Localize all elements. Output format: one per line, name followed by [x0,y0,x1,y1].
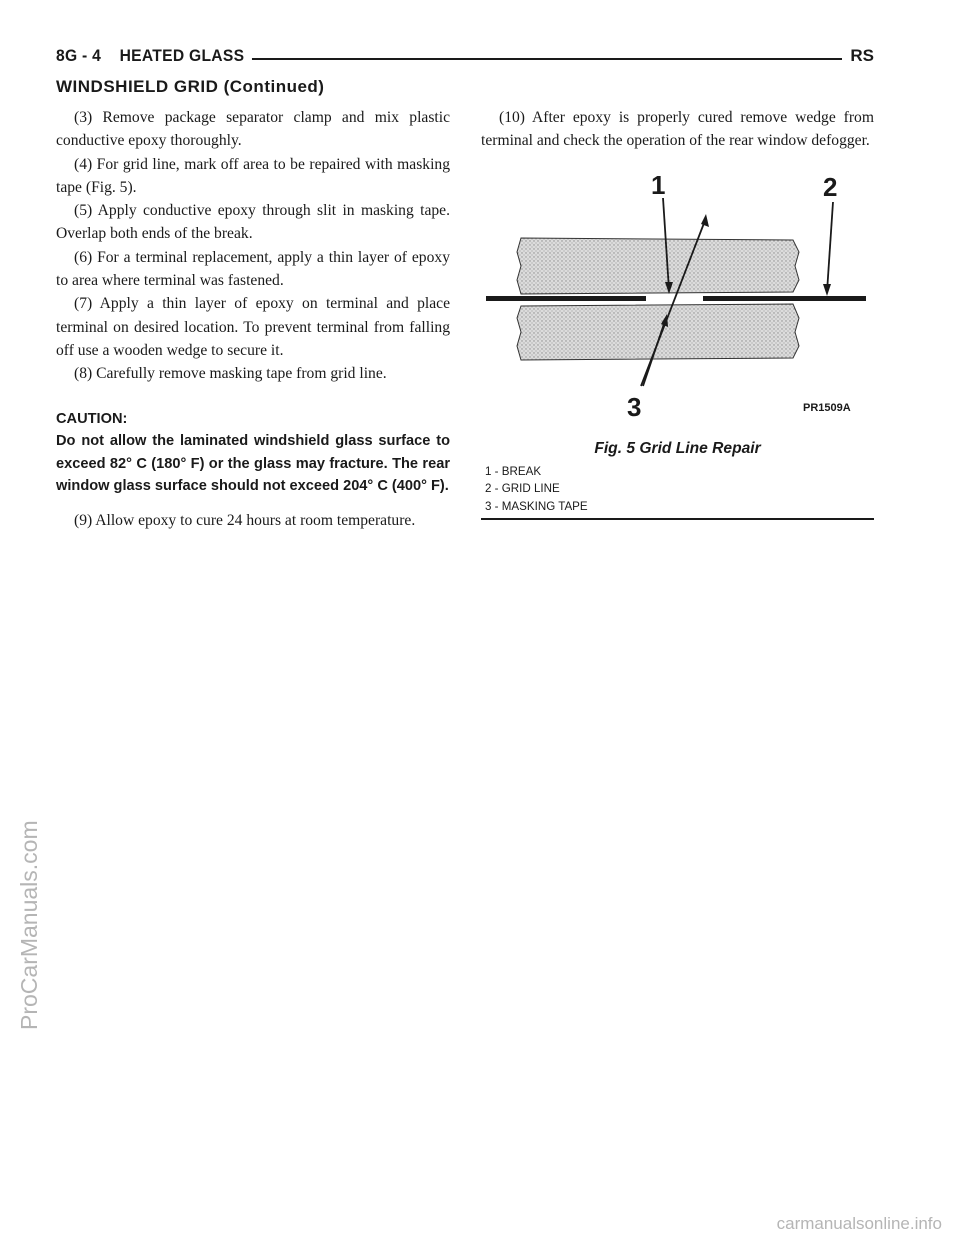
callout-1: 1 [651,170,666,200]
page-header [56,46,874,72]
grid-line-repair-illustration [481,168,874,430]
step-7: (7) Apply a thin layer of epoxy on terminal and place terminal on desired location. To prevent terminal from falling off use a wooden wedge to secure it. [56,295,450,359]
step-5: (5) Apply conductive epoxy through slit in masking tape. Overlap both ends of the break. [56,202,450,243]
leader-2 [827,202,833,292]
legend-item-break: 1 - BREAK [485,465,542,478]
grid-line-right [703,296,866,301]
grid-line-repair-figure [481,168,874,430]
header-section-label: 8G - 4 HEATED GLASS [56,46,252,66]
legend-item-masking-tape: 3 - MASKING TAPE [485,499,588,513]
callout-2: 2 [823,172,838,202]
header-model-code: RS [842,46,874,66]
step-9: (9) Allow epoxy to cure 24 hours at room temperature. [74,511,416,529]
caution-text: Do not allow the laminated windshield glass surface to exceed 82° C (180° F) or the glass may fracture. The rear window glass surface should not exceed 204° C (400° F). [56,433,450,495]
step-10: (10) After epoxy is properly cured remove wedge from terminal and check the operation of the rear window defogger. [481,109,874,150]
masking-tape-upper [517,238,799,294]
side-watermark: ProCarManuals.com [16,820,42,1030]
step-3: (3) Remove package separator clamp and mix plastic conductive epoxy thoroughly. [56,109,450,150]
section-title: WINDSHIELD GRID (Continued) [56,77,325,96]
step-8: (8) Carefully remove masking tape from grid line. [74,365,387,383]
step-4: (4) For grid line, mark off area to be repaired with masking tape (Fig. 5). [56,155,450,196]
callout-3: 3 [627,392,642,422]
step-6: (6) For a terminal replacement, apply a thin layer of epoxy to area where terminal was fastened. [56,248,450,290]
legend-rule [481,518,874,520]
grid-line-left [486,296,646,301]
masking-tape-lower [517,304,799,360]
left-column [56,106,450,532]
right-column [481,106,874,153]
arrowhead-3a [701,214,709,227]
legend-item-grid-line: 2 - GRID LINE [485,482,560,496]
figure-legend [485,463,588,515]
arrowhead-2 [823,284,831,296]
caution-heading: CAUTION: [56,410,128,427]
bottom-watermark: carmanualsonline.info [776,1214,942,1233]
figure-caption: Fig. 5 Grid Line Repair [594,440,761,457]
figure-code: PR1509A [803,402,851,414]
